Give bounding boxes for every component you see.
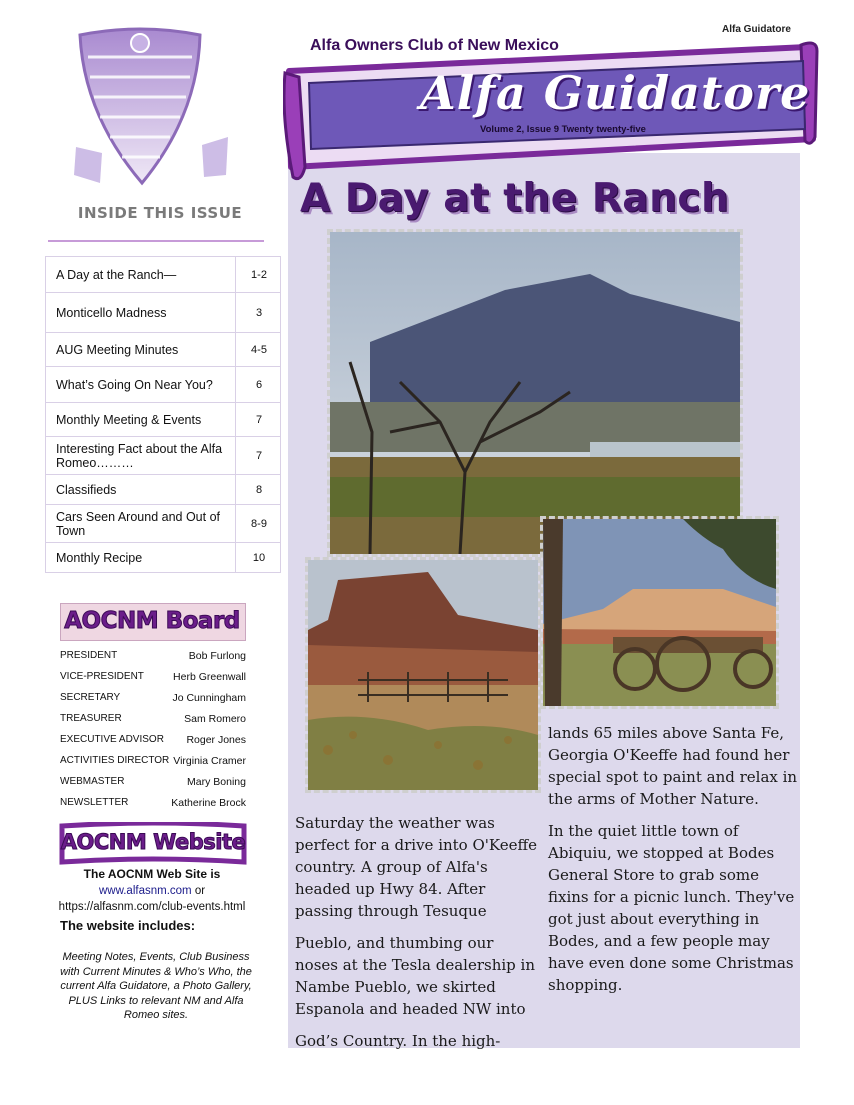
toc-row[interactable]: [46, 293, 281, 333]
toc-page: 3: [236, 293, 281, 333]
board-row: [60, 776, 246, 796]
website-or: or: [191, 885, 206, 897]
board-name: Mary Boning: [187, 776, 246, 788]
website-info: [52, 866, 252, 915]
toc-page: 6: [236, 367, 281, 403]
board-role: TREASURER: [60, 713, 122, 724]
photo-red-cliff: [305, 557, 541, 793]
toc-row[interactable]: [46, 367, 281, 403]
article-paragraph: Pueblo, and thumbing our noses at the Tesla dealership in Nambe Pueblo, we skirted Espanola and headed NW into: [295, 934, 535, 1018]
toc-title: Monticello Madness: [46, 293, 236, 333]
board-name: Virginia Cramer: [173, 755, 246, 767]
toc-title: Interesting Fact about the Alfa Romeo………: [46, 437, 236, 475]
toc-page: 1-2: [236, 257, 281, 293]
article-paragraph: In the quiet little town of Abiquiu, we stopped at Bodes General Store to grab some fixins for a picnic lunch. They've got just about everything in Bodes, and a few people may have even done some Christmas shopping.: [548, 822, 795, 994]
photo-pedernal-mesa: [327, 229, 743, 557]
toc-page: 8-9: [236, 505, 281, 543]
board-role: SECRETARY: [60, 692, 121, 703]
toc-row[interactable]: [46, 505, 281, 543]
board-role: VICE-PRESIDENT: [60, 671, 144, 682]
website-title: AOCNM Website: [60, 830, 246, 854]
article-paragraph: lands 65 miles above Santa Fe, Georgia O'Keeffe had found her special spot to paint and relax in the arms of Mother Nature.: [548, 724, 798, 808]
article-column-left: [295, 812, 539, 1062]
toc-row[interactable]: [46, 437, 281, 475]
website-line: The AOCNM Web Site is: [83, 867, 221, 881]
board-name: Sam Romero: [184, 713, 246, 725]
article-title: A Day at the Ranch: [300, 176, 730, 221]
board-name: Jo Cunningham: [172, 692, 246, 704]
toc-row[interactable]: [46, 403, 281, 437]
corner-tag: Alfa Guidatore: [722, 24, 791, 35]
article-column-right: [548, 722, 798, 1006]
toc-page: 7: [236, 437, 281, 475]
board-role: NEWSLETTER: [60, 797, 129, 808]
board-role: PRESIDENT: [60, 650, 118, 661]
board-title: AOCNM Board: [64, 608, 240, 634]
board-row: [60, 797, 246, 817]
board-row: [60, 671, 246, 691]
photo-wagon: [540, 516, 779, 709]
toc-row[interactable]: [46, 333, 281, 367]
board-row: [60, 713, 246, 733]
board-name: Roger Jones: [186, 734, 246, 746]
toc-title: What’s Going On Near You?: [46, 367, 236, 403]
inside-this-issue-heading: INSIDE THIS ISSUE: [77, 204, 243, 222]
toc-title: Cars Seen Around and Out of Town: [46, 505, 236, 543]
toc-page: 8: [236, 475, 281, 505]
website-includes-heading: The website includes:: [60, 918, 196, 933]
table-of-contents: [45, 256, 281, 573]
alfa-grille-logo: [70, 25, 230, 195]
toc-row[interactable]: [46, 475, 281, 505]
board-role: WEBMASTER: [60, 776, 125, 787]
board-role: ACTIVITIES DIRECTOR: [60, 755, 170, 766]
board-name: Herb Greenwall: [173, 671, 246, 683]
toc-row[interactable]: [46, 543, 281, 573]
club-name: Alfa Owners Club of New Mexico: [310, 37, 559, 54]
toc-title: Monthly Recipe: [46, 543, 236, 573]
board-row: [60, 734, 246, 754]
board-name: Katherine Brock: [171, 797, 246, 809]
board-name: Bob Furlong: [188, 650, 246, 662]
board-row: [60, 692, 246, 712]
article-paragraph: God’s Country. In the high-: [295, 1032, 501, 1050]
toc-title: Classifieds: [46, 475, 236, 505]
toc-title: A Day at the Ranch—: [46, 257, 236, 293]
toc-page: 4-5: [236, 333, 281, 367]
masthead-subtitle: Volume 2, Issue 9 Twenty twenty-five: [480, 124, 646, 135]
toc-title: Monthly Meeting & Events: [46, 403, 236, 437]
toc-title: AUG Meeting Minutes: [46, 333, 236, 367]
toc-divider: [48, 240, 264, 242]
board-row: [60, 755, 246, 775]
website-url-2[interactable]: https://alfasnm.com/club-events.html: [58, 901, 246, 913]
website-description: Meeting Notes, Events, Club Business with Current Minutes & Who’s Who, the current Alfa Guidatore, a Photo Gallery, PLUS Links to relevant NM and Alfa Romeo sites.: [60, 951, 252, 1021]
article-paragraph: Saturday the weather was perfect for a drive into O'Keeffe country. A group of Alfa's headed up Hwy 84. After passing through Tesuque: [295, 814, 537, 920]
toc-page: 7: [236, 403, 281, 437]
masthead-title: Alfa Guidatore: [420, 66, 811, 120]
toc-row[interactable]: [46, 257, 281, 293]
board-row: [60, 650, 246, 670]
toc-page: 10: [236, 543, 281, 573]
website-url-1[interactable]: www.alfasnm.com: [98, 885, 192, 897]
board-role: EXECUTIVE ADVISOR: [60, 734, 164, 745]
